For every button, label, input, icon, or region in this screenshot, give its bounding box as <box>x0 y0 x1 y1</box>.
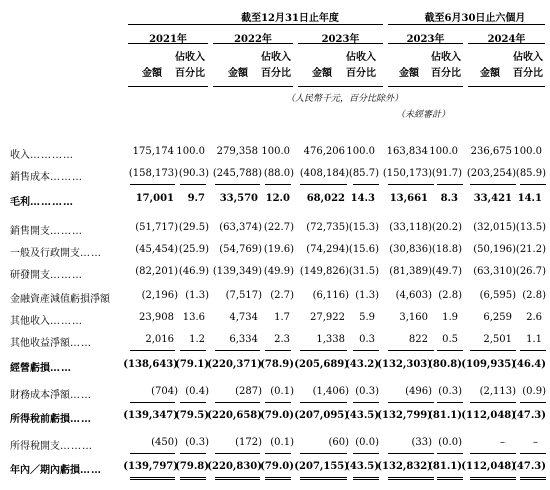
cell-2022-amount: 279,358 <box>216 146 258 157</box>
row-label: 毛利………… <box>10 197 74 208</box>
subtotal-rule <box>300 453 347 454</box>
cell-2023-amount: (207,155) <box>294 461 349 472</box>
cell-2022-amount: (7,517) <box>225 290 262 301</box>
pct-header: 佔收入 百分比 <box>261 52 291 79</box>
subtotal-rule <box>388 402 434 403</box>
cell-2022-pct: (22.7) <box>263 222 294 233</box>
subtotal-rule <box>265 453 291 454</box>
cell-2024-interim-pct: (47.3) <box>512 461 546 472</box>
subtotal-rule <box>300 350 347 351</box>
cell-2023-pct: (43.5) <box>345 461 379 472</box>
cell-2021-pct: (46.9) <box>178 266 209 277</box>
cell-2024-interim-pct: (2.8) <box>522 290 546 301</box>
cell-2021-pct: (90.3) <box>178 168 209 179</box>
cell-2023-amount: (205,689) <box>294 359 349 370</box>
cell-2023-amount: 476,206 <box>303 146 345 157</box>
total-double-rule <box>180 477 206 480</box>
cell-2021-pct: (25.9) <box>178 244 209 255</box>
period-header-interim: 截至6月30日止六個月 <box>424 13 526 24</box>
year-rule-2023-interim <box>388 43 463 44</box>
subtotal-rule <box>388 453 434 454</box>
table-row <box>0 461 550 475</box>
row-label: 一般及行政開支…… <box>10 248 102 259</box>
cell-2022-pct: (79.0) <box>260 410 294 421</box>
cell-2022-pct: (49.9) <box>263 266 294 277</box>
year-label-2023-interim: 2023年 <box>406 34 445 45</box>
subtotal-rule <box>470 453 516 454</box>
pct-header: 佔收入 百分比 <box>513 52 543 79</box>
cell-2023-interim-pct: (81.1) <box>428 410 462 421</box>
cell-2024-interim-pct: (47.3) <box>512 410 546 421</box>
cell-2023-amount: 1,338 <box>316 334 345 345</box>
table-row <box>0 222 550 236</box>
subtotal-rule <box>437 184 463 185</box>
cell-2024-interim-amount: 33,421 <box>473 193 512 204</box>
cell-2023-pct: (15.3) <box>348 222 379 233</box>
subtotal-rule <box>130 453 175 454</box>
cell-2024-interim-amount: (50,196) <box>473 244 516 255</box>
cell-2022-pct: 2.3 <box>274 334 290 345</box>
cell-2022-pct: 12.0 <box>265 193 290 204</box>
cell-2023-interim-amount: (132,799) <box>377 410 432 421</box>
cell-2023-pct: 14.3 <box>350 193 375 204</box>
cell-2021-pct: 9.7 <box>187 193 205 204</box>
amount-header: 金額 <box>480 68 500 79</box>
cell-2023-interim-amount: (4,603) <box>395 290 432 301</box>
cell-2023-interim-amount: (30,836) <box>389 244 432 255</box>
cell-2023-pct: (43.2) <box>345 359 379 370</box>
subtotal-rule <box>130 184 175 185</box>
cell-2024-interim-pct: (21.2) <box>515 244 546 255</box>
cell-2024-interim-amount: (112,048) <box>461 410 516 421</box>
cell-2023-pct: 0.3 <box>359 334 375 345</box>
cell-2023-interim-pct: 8.3 <box>440 193 458 204</box>
row-label: 財務成本淨額…… <box>10 390 92 401</box>
subtotal-rule <box>180 453 206 454</box>
subtotal-rule <box>520 184 546 185</box>
subtotal-rule <box>388 184 434 185</box>
subtotal-rule <box>353 350 379 351</box>
cell-2024-interim-amount: 6,259 <box>483 312 512 323</box>
subtotal-rule <box>265 184 291 185</box>
cell-2024-interim-amount: (32,015) <box>473 222 516 233</box>
cell-2023-interim-amount: (150,173) <box>382 168 432 179</box>
subtotal-rule <box>470 184 516 185</box>
cell-2023-pct: 5.9 <box>359 312 375 323</box>
amount-header: 金額 <box>142 68 162 79</box>
subtotal-rule <box>353 184 379 185</box>
total-double-rule <box>130 477 175 480</box>
cell-2021-amount: (51,717) <box>135 222 178 233</box>
subtotal-rule <box>180 184 206 185</box>
year-rule-2024-interim <box>468 43 545 44</box>
cell-2021-amount: 17,001 <box>135 193 174 204</box>
subtotal-rule <box>130 402 175 403</box>
period-rule-interim <box>388 24 545 25</box>
cell-2023-pct: (31.5) <box>348 266 379 277</box>
subheader-rule-2024-interim <box>468 86 545 87</box>
cell-2024-interim-pct: (13.5) <box>515 222 546 233</box>
year-rule-2022 <box>213 43 293 44</box>
cell-2023-interim-pct: (80.8) <box>428 359 462 370</box>
cell-2021-pct: (1.3) <box>185 290 209 301</box>
subtotal-rule <box>215 402 260 403</box>
cell-2023-interim-pct: 1.9 <box>442 312 458 323</box>
cell-2022-pct: (0.1) <box>270 386 294 397</box>
cell-2024-interim-pct: 2.6 <box>526 312 542 323</box>
cell-2022-pct: (2.7) <box>270 290 294 301</box>
subtotal-rule <box>300 402 347 403</box>
subtotal-rule <box>265 402 291 403</box>
cell-2024-interim-amount: (63,310) <box>473 266 516 277</box>
cell-2024-interim-pct: (26.7) <box>515 266 546 277</box>
cell-2022-amount: 4,734 <box>229 312 258 323</box>
cell-2023-interim-amount: 3,160 <box>399 312 428 323</box>
cell-2022-amount: 6,334 <box>229 334 258 345</box>
cell-2022-amount: (63,374) <box>219 222 262 233</box>
cell-2023-interim-pct: (2.8) <box>438 290 462 301</box>
cell-2021-pct: (79.1) <box>175 359 209 370</box>
cell-2022-pct: 100.0 <box>261 146 290 157</box>
cell-2023-pct: 100.0 <box>346 146 375 157</box>
cell-2024-interim-amount: (203,254) <box>466 168 516 179</box>
cell-2023-interim-pct: (49.7) <box>431 266 462 277</box>
cell-2024-interim-pct: (85.9) <box>515 168 546 179</box>
year-label-2021: 2021年 <box>149 34 187 45</box>
cell-2021-amount: (45,454) <box>135 244 178 255</box>
period-header-annual: 截至12月31日止年度 <box>241 13 339 24</box>
cell-2021-pct: 1.2 <box>189 334 205 345</box>
cell-2022-pct: (88.0) <box>263 168 294 179</box>
total-double-rule <box>470 477 516 480</box>
cell-2022-amount: (287) <box>235 386 262 397</box>
cell-2022-amount: (139,349) <box>212 266 262 277</box>
cell-2023-interim-pct: (0.3) <box>438 386 462 397</box>
cell-2022-amount: (245,788) <box>212 168 262 179</box>
cell-2023-amount: (74,294) <box>306 244 349 255</box>
cell-2021-amount: (82,201) <box>135 266 178 277</box>
cell-2023-pct: (0.0) <box>355 437 379 448</box>
cell-2022-pct: (78.9) <box>260 359 294 370</box>
cell-2021-pct: (0.3) <box>185 437 209 448</box>
cell-2023-interim-amount: (33,118) <box>389 222 432 233</box>
cell-2024-interim-amount: (6,595) <box>479 290 516 301</box>
pct-header: 佔收入 百分比 <box>175 52 205 79</box>
cell-2023-interim-amount: 13,661 <box>389 193 428 204</box>
cell-2023-pct: (15.6) <box>348 244 379 255</box>
cell-2024-interim-amount: 2,501 <box>483 334 512 345</box>
cell-2021-amount: (138,643) <box>123 359 178 370</box>
cell-2022-amount: (220,371) <box>207 359 262 370</box>
row-label: 其他收入……… <box>10 316 83 327</box>
subtotal-rule <box>437 350 463 351</box>
cell-2023-amount: 27,922 <box>310 312 345 323</box>
cell-2023-amount: (408,184) <box>299 168 349 179</box>
table-row <box>0 146 550 160</box>
total-double-rule <box>520 477 546 480</box>
cell-2022-amount: 33,570 <box>219 193 258 204</box>
row-label: 收入………… <box>10 150 74 161</box>
subtotal-rule <box>470 402 516 403</box>
cell-2023-amount: (1,406) <box>312 386 349 397</box>
table-row <box>0 437 550 451</box>
table-row <box>0 168 550 182</box>
table-row <box>0 266 550 280</box>
cell-2023-amount: (72,735) <box>306 222 349 233</box>
cell-2024-interim-amount: (2,113) <box>479 386 516 397</box>
subtotal-rule <box>180 402 206 403</box>
cell-2022-amount: (220,830) <box>207 461 262 472</box>
cell-2023-interim-pct: (0.0) <box>438 437 462 448</box>
cell-2021-amount: 2,016 <box>145 334 174 345</box>
row-label: 金融資產減值虧損淨額 <box>10 294 110 305</box>
amount-header: 金額 <box>228 68 248 79</box>
cell-2022-amount: (54,769) <box>219 244 262 255</box>
cell-2021-amount: (158,173) <box>128 168 178 179</box>
year-label-2024-interim: 2024年 <box>487 34 526 45</box>
cell-2021-amount: (704) <box>151 386 178 397</box>
cell-2023-interim-pct: 100.0 <box>429 146 458 157</box>
cell-2024-interim-pct: (46.4) <box>512 359 546 370</box>
cell-2022-amount: (220,658) <box>207 410 262 421</box>
subtotal-rule <box>520 402 546 403</box>
cell-2023-interim-amount: (33) <box>411 437 432 448</box>
subtotal-rule <box>437 402 463 403</box>
subheader-rule-2023 <box>298 86 383 87</box>
cell-2021-pct: (0.4) <box>185 386 209 397</box>
subtotal-rule <box>437 453 463 454</box>
cell-2024-interim-pct: – <box>533 437 538 448</box>
row-label: 銷售成本……… <box>10 172 83 183</box>
table-row <box>0 334 550 348</box>
table-row <box>0 386 550 400</box>
row-label: 所得稅開支……… <box>10 441 93 452</box>
cell-2023-interim-pct: (81.1) <box>428 461 462 472</box>
total-double-rule <box>353 477 379 480</box>
subtotal-rule <box>353 402 379 403</box>
table-row <box>0 359 550 373</box>
cell-2023-interim-amount: 822 <box>408 334 428 345</box>
row-label: 經營虧損…… <box>10 363 72 374</box>
cell-2024-interim-pct: 1.1 <box>526 334 542 345</box>
cell-2023-interim-amount: (132,303) <box>377 359 432 370</box>
cell-2024-interim-pct: 100.0 <box>513 146 542 157</box>
cell-2023-pct: (0.3) <box>355 386 379 397</box>
row-label: 銷售開支……… <box>10 226 83 237</box>
row-label: 其他收益淨額…… <box>10 338 92 349</box>
subtotal-rule <box>180 350 206 351</box>
cell-2021-pct: (79.5) <box>175 410 209 421</box>
subheader-rule-2022 <box>213 86 293 87</box>
row-label: 所得稅前虧損…… <box>10 414 92 425</box>
cell-2021-amount: (450) <box>151 437 178 448</box>
subtotal-rule <box>215 184 260 185</box>
unit-note: （人民幣千元，百分比除外） <box>286 94 404 104</box>
total-double-rule <box>265 477 291 480</box>
table-row <box>0 290 550 304</box>
subtotal-rule <box>470 350 516 351</box>
cell-2023-amount: (60) <box>328 437 349 448</box>
subtotal-rule <box>520 350 546 351</box>
cell-2024-interim-pct: (0.9) <box>522 386 546 397</box>
pct-header: 佔收入 百分比 <box>346 52 376 79</box>
cell-2023-interim-amount: (132,832) <box>377 461 432 472</box>
cell-2023-amount: 68,022 <box>306 193 345 204</box>
year-rule-2021 <box>128 43 208 44</box>
table-row <box>0 312 550 326</box>
cell-2023-pct: (43.5) <box>345 410 379 421</box>
row-label: 研發開支……… <box>10 270 83 281</box>
cell-2023-pct: (1.3) <box>355 290 379 301</box>
subtotal-rule <box>130 350 175 351</box>
cell-2023-interim-pct: 0.5 <box>442 334 458 345</box>
total-double-rule <box>215 477 260 480</box>
subtotal-rule <box>215 350 260 351</box>
subtotal-rule <box>215 453 260 454</box>
subheader-rule-2021 <box>128 86 208 87</box>
cell-2023-interim-pct: (20.2) <box>431 222 462 233</box>
cell-2021-pct: (79.8) <box>175 461 209 472</box>
cell-2022-pct: (0.1) <box>270 437 294 448</box>
cell-2021-pct: 13.6 <box>182 312 205 323</box>
cell-2023-interim-pct: (18.8) <box>431 244 462 255</box>
total-double-rule <box>300 477 347 480</box>
subtotal-rule <box>353 453 379 454</box>
cell-2024-interim-pct: 14.1 <box>517 193 542 204</box>
cell-2022-pct: (19.6) <box>263 244 294 255</box>
cell-2024-interim-amount: 236,675 <box>470 146 512 157</box>
cell-2021-amount: (139,347) <box>123 410 178 421</box>
subtotal-rule <box>300 184 347 185</box>
year-label-2022: 2022年 <box>234 34 272 45</box>
cell-2022-pct: 1.7 <box>274 312 290 323</box>
year-label-2023: 2023年 <box>321 34 360 45</box>
cell-2024-interim-amount: (112,048) <box>461 461 516 472</box>
cell-2023-amount: (6,116) <box>312 290 349 301</box>
table-row <box>0 410 550 424</box>
cell-2023-amount: (149,826) <box>299 266 349 277</box>
amount-header: 金額 <box>312 68 332 79</box>
subtotal-rule <box>265 350 291 351</box>
total-double-rule <box>388 477 434 480</box>
total-double-rule <box>437 477 463 480</box>
cell-2021-amount: 23,908 <box>139 312 174 323</box>
amount-header: 金額 <box>399 68 419 79</box>
cell-2021-amount: (2,196) <box>141 290 178 301</box>
cell-2023-pct: (85.7) <box>348 168 379 179</box>
table-row <box>0 244 550 258</box>
subtotal-rule <box>520 453 546 454</box>
cell-2024-interim-amount: – <box>500 437 505 448</box>
table-row <box>0 193 550 207</box>
cell-2021-amount: 175,174 <box>132 146 174 157</box>
cell-2021-pct: 100.0 <box>176 146 205 157</box>
cell-2022-amount: (172) <box>235 437 262 448</box>
cell-2023-interim-pct: (91.7) <box>431 168 462 179</box>
cell-2021-pct: (29.5) <box>178 222 209 233</box>
subheader-rule-2023-interim <box>388 86 463 87</box>
unaudited-note: （未經審計） <box>396 110 451 120</box>
row-label: 年內／期內虧損…… <box>10 465 102 476</box>
year-rule-2023 <box>298 43 383 44</box>
cell-2023-interim-amount: 163,834 <box>386 146 428 157</box>
cell-2022-pct: (79.0) <box>260 461 294 472</box>
cell-2023-interim-amount: (81,389) <box>389 266 432 277</box>
pct-header: 佔收入 百分比 <box>431 52 461 79</box>
period-rule-annual <box>128 24 383 25</box>
cell-2023-amount: (207,095) <box>294 410 349 421</box>
cell-2023-interim-amount: (496) <box>405 386 432 397</box>
subtotal-rule <box>388 350 434 351</box>
cell-2021-amount: (139,797) <box>123 461 178 472</box>
cell-2024-interim-amount: (109,935) <box>461 359 516 370</box>
